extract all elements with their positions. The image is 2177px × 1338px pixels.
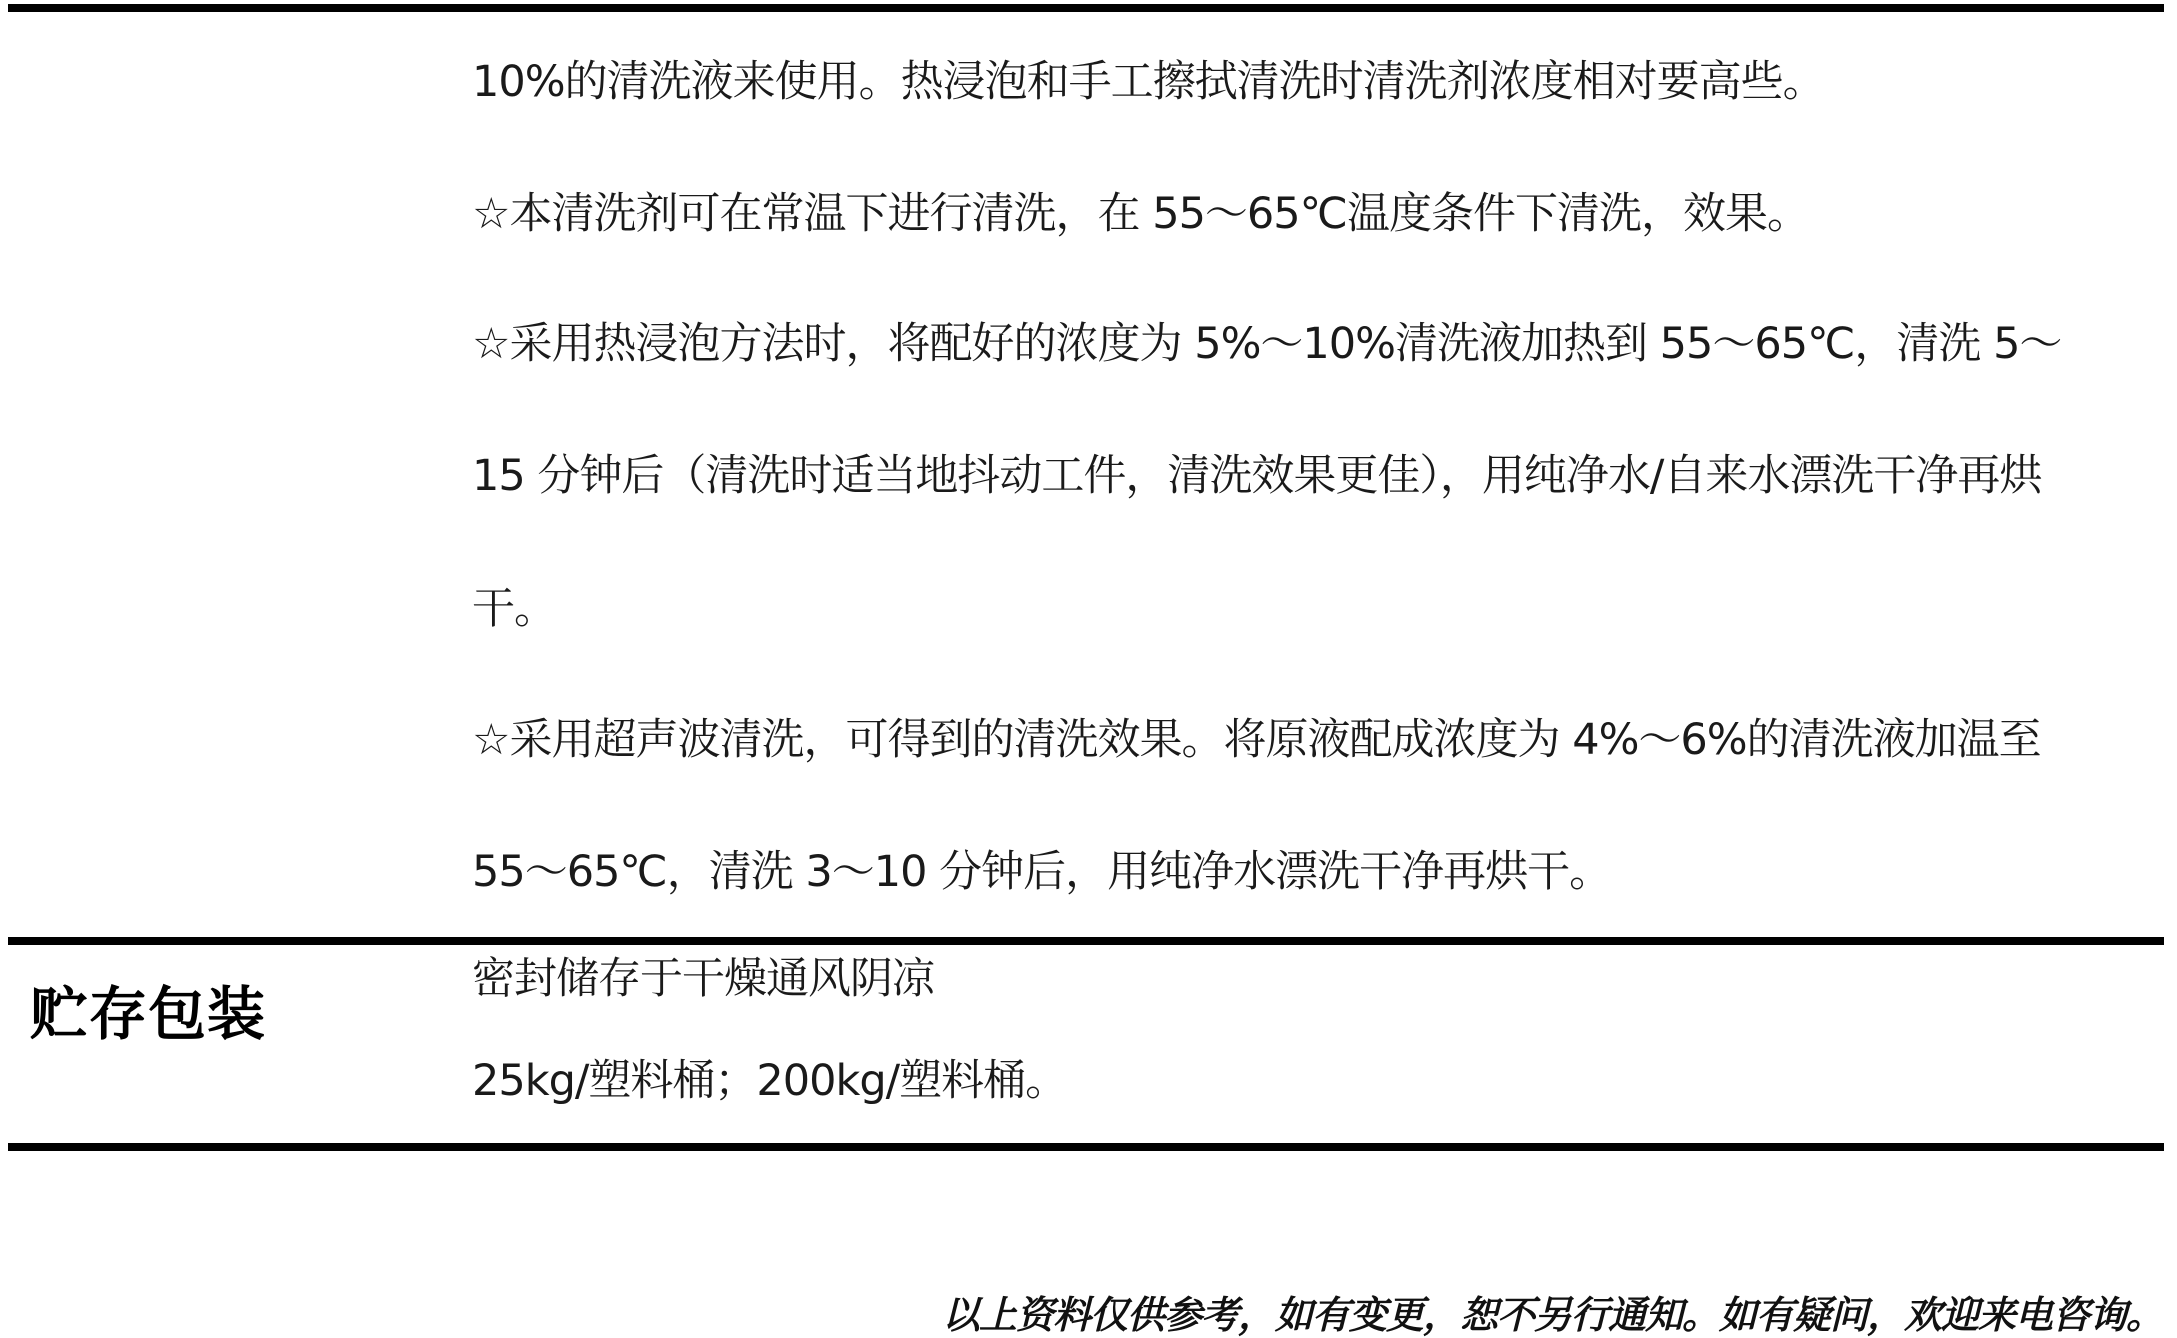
storage-line-1: 密封储存于干燥通风阴凉 xyxy=(472,954,934,1004)
table-row-divider xyxy=(8,937,2164,945)
storage-heading: 贮存包装 xyxy=(30,980,267,1048)
usage-line-3: ☆采用热浸泡方法时，将配好的浓度为 5%～10%清洗液加热到 55～65℃，清洗 5～ xyxy=(472,319,2062,369)
usage-line-4: 15 分钟后（清洗时适当地抖动工件，清洗效果更佳），用纯净水/自来水漂洗干净再烘 xyxy=(472,451,2042,501)
table-bottom-border xyxy=(8,1143,2164,1151)
storage-line-2: 25kg/塑料桶；200kg/塑料桶。 xyxy=(472,1056,1068,1106)
usage-line-6: ☆采用超声波清洗，可得到的清洗效果。将原液配成浓度为 4%～6%的清洗液加温至 xyxy=(472,715,2041,765)
usage-line-2: ☆本清洗剂可在常温下进行清洗，在 55～65℃温度条件下清洗，效果。 xyxy=(472,189,1809,239)
usage-line-1: 10%的清洗液来使用。热浸泡和手工擦拭清洗时清洗剂浓度相对要高些。 xyxy=(472,57,1825,107)
disclaimer-note: 以上资料仅供参考，如有变更，恕不另行通知。如有疑问，欢迎来电咨询。 xyxy=(941,1292,2163,1337)
usage-line-7: 55～65℃，清洗 3～10 分钟后，用纯净水漂洗干净再烘干。 xyxy=(472,847,1612,897)
table-top-border xyxy=(8,4,2164,12)
usage-line-5: 干。 xyxy=(472,584,556,634)
